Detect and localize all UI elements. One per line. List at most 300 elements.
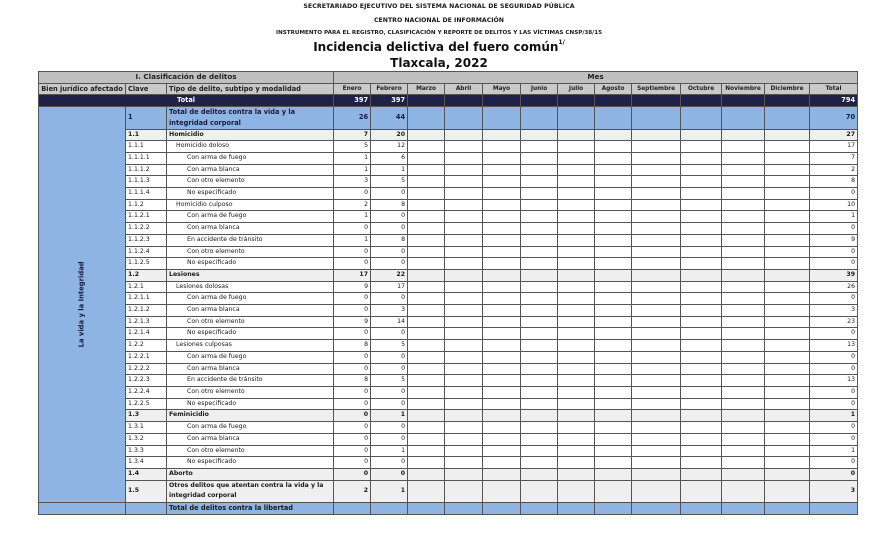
row-enero: 1 <box>334 152 371 164</box>
row-label: Aborto <box>167 468 334 480</box>
row-total: 7 <box>810 152 858 164</box>
row-month-empty <box>521 386 558 398</box>
row-month-empty <box>632 188 681 200</box>
next-section-label: Total de delitos contra la libertad <box>167 503 334 515</box>
col-month: Diciembre <box>765 83 810 95</box>
modality-row <box>39 164 858 176</box>
row-clave: 1.2.2.4 <box>126 386 167 398</box>
row-enero: 0 <box>334 351 371 363</box>
row-enero: 0 <box>334 386 371 398</box>
row-total: 0 <box>810 328 858 340</box>
report-subtitle: Tlaxcala, 2022 <box>390 56 488 70</box>
row-month-empty <box>765 258 810 270</box>
row-month-empty <box>632 375 681 387</box>
row-month-empty <box>408 468 445 480</box>
row-month-empty <box>722 316 765 328</box>
grand-total-value <box>408 95 445 107</box>
row-month-empty <box>722 141 765 153</box>
row-month-empty <box>595 152 632 164</box>
row-month-empty <box>445 305 483 317</box>
row-month-empty <box>722 176 765 188</box>
row-month-empty <box>521 328 558 340</box>
row-month-empty <box>445 363 483 375</box>
row-month-empty <box>765 316 810 328</box>
subtype-row <box>39 480 858 502</box>
row-label: Lesiones dolosas <box>167 281 334 293</box>
row-month-empty <box>765 398 810 410</box>
row-clave: 1.4 <box>126 468 167 480</box>
row-month-empty <box>722 164 765 176</box>
row-month-empty <box>483 152 521 164</box>
section-value <box>445 107 483 129</box>
subtype-row <box>39 468 858 480</box>
row-label: Feminicidio <box>167 410 334 422</box>
row-enero: 0 <box>334 246 371 258</box>
row-clave: 1.5 <box>126 480 167 502</box>
row-month-empty <box>445 422 483 434</box>
section-value <box>632 107 681 129</box>
row-month-empty <box>722 363 765 375</box>
row-month-empty <box>558 281 595 293</box>
row-month-empty <box>558 164 595 176</box>
row-month-empty <box>765 199 810 211</box>
row-month-empty <box>681 141 722 153</box>
modality-row <box>39 351 858 363</box>
row-total: 17 <box>810 141 858 153</box>
modality-row <box>39 281 858 293</box>
row-month-empty <box>558 211 595 223</box>
row-month-empty <box>595 386 632 398</box>
row-month-empty <box>765 176 810 188</box>
row-enero: 3 <box>334 176 371 188</box>
next-value <box>371 503 408 515</box>
grand-total-value <box>595 95 632 107</box>
row-month-empty <box>765 269 810 281</box>
row-month-empty <box>408 246 445 258</box>
row-month-empty <box>483 223 521 235</box>
row-month-empty <box>722 281 765 293</box>
row-month-empty <box>595 433 632 445</box>
row-month-empty <box>445 258 483 270</box>
row-month-empty <box>445 211 483 223</box>
row-month-empty <box>765 129 810 141</box>
row-month-empty <box>558 398 595 410</box>
row-month-empty <box>483 375 521 387</box>
row-month-empty <box>483 211 521 223</box>
section-value: 44 <box>371 107 408 129</box>
row-month-empty <box>558 269 595 281</box>
row-month-empty <box>595 305 632 317</box>
row-month-empty <box>632 457 681 469</box>
row-month-empty <box>445 223 483 235</box>
row-month-empty <box>483 141 521 153</box>
row-month-empty <box>681 293 722 305</box>
section-value <box>681 107 722 129</box>
row-month-empty <box>483 281 521 293</box>
row-febrero: 0 <box>371 188 408 200</box>
modality-row <box>39 340 858 352</box>
next-value <box>408 503 445 515</box>
row-month-empty <box>765 445 810 457</box>
row-enero: 17 <box>334 269 371 281</box>
row-month-empty <box>558 386 595 398</box>
section-value: 26 <box>334 107 371 129</box>
row-month-empty <box>632 141 681 153</box>
row-month-empty <box>632 211 681 223</box>
row-month-empty <box>408 188 445 200</box>
row-month-empty <box>595 199 632 211</box>
row-month-empty <box>632 445 681 457</box>
row-month-empty <box>408 129 445 141</box>
row-febrero: 0 <box>371 433 408 445</box>
row-month-empty <box>521 351 558 363</box>
row-month-empty <box>483 340 521 352</box>
row-month-empty <box>408 269 445 281</box>
row-month-empty <box>558 375 595 387</box>
row-month-empty <box>445 316 483 328</box>
row-label: No especificado <box>167 328 334 340</box>
next-clave <box>126 503 167 515</box>
row-month-empty <box>722 340 765 352</box>
row-month-empty <box>558 328 595 340</box>
row-month-empty <box>445 234 483 246</box>
row-month-empty <box>681 340 722 352</box>
row-month-empty <box>445 269 483 281</box>
row-clave: 1.3.3 <box>126 445 167 457</box>
section-value <box>558 107 595 129</box>
row-month-empty <box>595 281 632 293</box>
row-enero: 0 <box>334 258 371 270</box>
row-month-empty <box>722 422 765 434</box>
row-label: No especificado <box>167 398 334 410</box>
col-month: Febrero <box>371 83 408 95</box>
next-value <box>765 503 810 515</box>
row-month-empty <box>558 258 595 270</box>
row-month-empty <box>408 375 445 387</box>
row-febrero: 0 <box>371 386 408 398</box>
row-clave: 1.1.2.1 <box>126 211 167 223</box>
row-label: Con arma de fuego <box>167 211 334 223</box>
row-total: 0 <box>810 468 858 480</box>
row-month-empty <box>595 375 632 387</box>
next-value <box>681 503 722 515</box>
row-month-empty <box>521 176 558 188</box>
row-total: 0 <box>810 433 858 445</box>
row-total: 3 <box>810 305 858 317</box>
row-label: Con arma de fuego <box>167 293 334 305</box>
row-month-empty <box>722 386 765 398</box>
row-month-empty <box>558 305 595 317</box>
next-value <box>558 503 595 515</box>
row-month-empty <box>681 188 722 200</box>
row-month-empty <box>408 164 445 176</box>
row-month-empty <box>595 234 632 246</box>
grand-total-value <box>558 95 595 107</box>
row-label: Con otro elemento <box>167 386 334 398</box>
section-value <box>722 107 765 129</box>
row-month-empty <box>558 199 595 211</box>
row-total: 1 <box>810 410 858 422</box>
row-enero: 0 <box>334 363 371 375</box>
row-febrero: 20 <box>371 129 408 141</box>
row-month-empty <box>765 305 810 317</box>
row-month-empty <box>483 480 521 502</box>
next-value <box>810 503 858 515</box>
row-month-empty <box>521 141 558 153</box>
footnote-marker: 1/ <box>558 39 565 46</box>
row-enero: 9 <box>334 316 371 328</box>
row-clave: 1.3 <box>126 410 167 422</box>
row-month-empty <box>521 223 558 235</box>
row-month-empty <box>632 433 681 445</box>
row-febrero: 14 <box>371 316 408 328</box>
row-month-empty <box>632 340 681 352</box>
row-month-empty <box>765 152 810 164</box>
row-month-empty <box>483 293 521 305</box>
row-month-empty <box>722 129 765 141</box>
row-month-empty <box>408 351 445 363</box>
row-month-empty <box>722 152 765 164</box>
report-title-text: Incidencia delictiva del fuero común <box>313 40 559 54</box>
row-clave: 1.2.2.1 <box>126 351 167 363</box>
row-febrero: 0 <box>371 293 408 305</box>
row-month-empty <box>483 386 521 398</box>
row-total: 1 <box>810 211 858 223</box>
row-month-empty <box>722 480 765 502</box>
row-month-empty <box>408 328 445 340</box>
row-month-empty <box>521 281 558 293</box>
row-month-empty <box>765 363 810 375</box>
row-month-empty <box>521 234 558 246</box>
row-month-empty <box>558 293 595 305</box>
modality-row <box>39 375 858 387</box>
row-month-empty <box>483 422 521 434</box>
row-month-empty <box>521 269 558 281</box>
row-month-empty <box>681 410 722 422</box>
row-label: Otros delitos que atentan contra la vida y la integridad corporal <box>167 480 334 502</box>
subtype-row <box>39 410 858 422</box>
row-enero: 0 <box>334 422 371 434</box>
row-month-empty <box>483 269 521 281</box>
row-month-empty <box>558 445 595 457</box>
row-total: 0 <box>810 188 858 200</box>
row-month-empty <box>521 340 558 352</box>
row-month-empty <box>558 223 595 235</box>
row-month-empty <box>722 410 765 422</box>
row-month-empty <box>681 480 722 502</box>
row-febrero: 1 <box>371 410 408 422</box>
row-label: Homicidio culposo <box>167 199 334 211</box>
row-enero: 1 <box>334 211 371 223</box>
row-month-empty <box>558 422 595 434</box>
row-month-empty <box>681 269 722 281</box>
row-month-empty <box>632 129 681 141</box>
row-month-empty <box>483 316 521 328</box>
row-month-empty <box>681 305 722 317</box>
col-month: Marzo <box>408 83 445 95</box>
row-month-empty <box>632 223 681 235</box>
grand-total-value: 397 <box>371 95 408 107</box>
row-febrero: 1 <box>371 445 408 457</box>
row-label: Con otro elemento <box>167 176 334 188</box>
row-month-empty <box>445 398 483 410</box>
row-month-empty <box>408 234 445 246</box>
row-month-empty <box>408 152 445 164</box>
row-month-empty <box>445 340 483 352</box>
grand-total-value: 397 <box>334 95 371 107</box>
row-month-empty <box>445 375 483 387</box>
row-month-empty <box>681 164 722 176</box>
row-month-empty <box>632 234 681 246</box>
row-month-empty <box>595 211 632 223</box>
row-month-empty <box>595 164 632 176</box>
modality-row <box>39 445 858 457</box>
row-month-empty <box>521 164 558 176</box>
row-febrero: 22 <box>371 269 408 281</box>
row-clave: 1.2.1.1 <box>126 293 167 305</box>
row-clave: 1.1.1.3 <box>126 176 167 188</box>
row-clave: 1.1.1 <box>126 141 167 153</box>
row-month-empty <box>558 188 595 200</box>
row-febrero: 0 <box>371 258 408 270</box>
next-value <box>632 503 681 515</box>
row-label: Con arma blanca <box>167 433 334 445</box>
row-month-empty <box>681 176 722 188</box>
row-month-empty <box>483 468 521 480</box>
row-total: 13 <box>810 340 858 352</box>
row-month-empty <box>445 457 483 469</box>
row-month-empty <box>521 211 558 223</box>
row-month-empty <box>632 480 681 502</box>
row-month-empty <box>765 480 810 502</box>
row-febrero: 8 <box>371 199 408 211</box>
row-month-empty <box>632 363 681 375</box>
row-month-empty <box>681 457 722 469</box>
row-month-empty <box>483 305 521 317</box>
row-month-empty <box>765 281 810 293</box>
row-month-empty <box>681 246 722 258</box>
row-month-empty <box>632 281 681 293</box>
row-month-empty <box>722 433 765 445</box>
row-month-empty <box>521 258 558 270</box>
row-febrero: 6 <box>371 152 408 164</box>
row-total: 8 <box>810 176 858 188</box>
row-febrero: 17 <box>371 281 408 293</box>
row-label: Con arma de fuego <box>167 422 334 434</box>
row-month-empty <box>483 199 521 211</box>
row-month-empty <box>483 445 521 457</box>
row-month-empty <box>765 422 810 434</box>
row-month-empty <box>765 328 810 340</box>
row-total: 2 <box>810 164 858 176</box>
row-label: Lesiones culposas <box>167 340 334 352</box>
row-month-empty <box>483 188 521 200</box>
row-enero: 0 <box>334 457 371 469</box>
modality-row <box>39 398 858 410</box>
row-month-empty <box>722 328 765 340</box>
row-enero: 0 <box>334 410 371 422</box>
row-enero: 2 <box>334 480 371 502</box>
row-month-empty <box>445 468 483 480</box>
row-clave: 1.2.1.2 <box>126 305 167 317</box>
row-febrero: 12 <box>371 141 408 153</box>
row-label: Lesiones <box>167 269 334 281</box>
row-month-empty <box>521 410 558 422</box>
row-clave: 1.2.2 <box>126 340 167 352</box>
row-month-empty <box>521 129 558 141</box>
row-febrero: 3 <box>371 305 408 317</box>
row-month-empty <box>445 246 483 258</box>
row-month-empty <box>765 188 810 200</box>
row-month-empty <box>445 433 483 445</box>
row-label: Con arma de fuego <box>167 351 334 363</box>
row-month-empty <box>558 129 595 141</box>
row-month-empty <box>765 468 810 480</box>
subtype-row <box>39 129 858 141</box>
row-month-empty <box>681 129 722 141</box>
row-label: Homicidio <box>167 129 334 141</box>
row-clave: 1.1.2.4 <box>126 246 167 258</box>
row-month-empty <box>408 410 445 422</box>
row-month-empty <box>681 199 722 211</box>
row-month-empty <box>558 468 595 480</box>
row-enero: 0 <box>334 328 371 340</box>
row-month-empty <box>408 386 445 398</box>
row-month-empty <box>722 457 765 469</box>
row-label: No especificado <box>167 258 334 270</box>
row-month-empty <box>765 433 810 445</box>
row-febrero: 0 <box>371 211 408 223</box>
section-value <box>595 107 632 129</box>
row-month-empty <box>765 293 810 305</box>
row-month-empty <box>483 410 521 422</box>
row-enero: 1 <box>334 234 371 246</box>
row-month-empty <box>558 480 595 502</box>
column-header-row <box>39 83 858 95</box>
row-month-empty <box>632 398 681 410</box>
modality-row <box>39 141 858 153</box>
row-month-empty <box>681 468 722 480</box>
row-month-empty <box>483 398 521 410</box>
row-total: 0 <box>810 422 858 434</box>
row-month-empty <box>445 480 483 502</box>
row-month-empty <box>408 281 445 293</box>
row-clave: 1.2.1 <box>126 281 167 293</box>
col-month: Mayo <box>483 83 521 95</box>
row-total: 0 <box>810 457 858 469</box>
row-month-empty <box>595 398 632 410</box>
row-month-empty <box>408 316 445 328</box>
row-month-empty <box>408 398 445 410</box>
row-month-empty <box>408 211 445 223</box>
row-label: Con otro elemento <box>167 246 334 258</box>
agency-name: SECRETARIADO EJECUTIVO DEL SISTEMA NACIONAL DE SEGURIDAD PÚBLICA <box>303 3 575 10</box>
row-febrero: 0 <box>371 363 408 375</box>
crime-incidence-table <box>38 71 858 515</box>
row-month-empty <box>765 164 810 176</box>
row-month-empty <box>632 258 681 270</box>
modality-row <box>39 246 858 258</box>
row-month-empty <box>681 433 722 445</box>
row-month-empty <box>483 457 521 469</box>
row-month-empty <box>765 223 810 235</box>
row-total: 0 <box>810 386 858 398</box>
row-month-empty <box>681 328 722 340</box>
row-clave: 1.2.1.3 <box>126 316 167 328</box>
row-label: En accidente de tránsito <box>167 234 334 246</box>
grand-total-value <box>445 95 483 107</box>
row-month-empty <box>445 141 483 153</box>
